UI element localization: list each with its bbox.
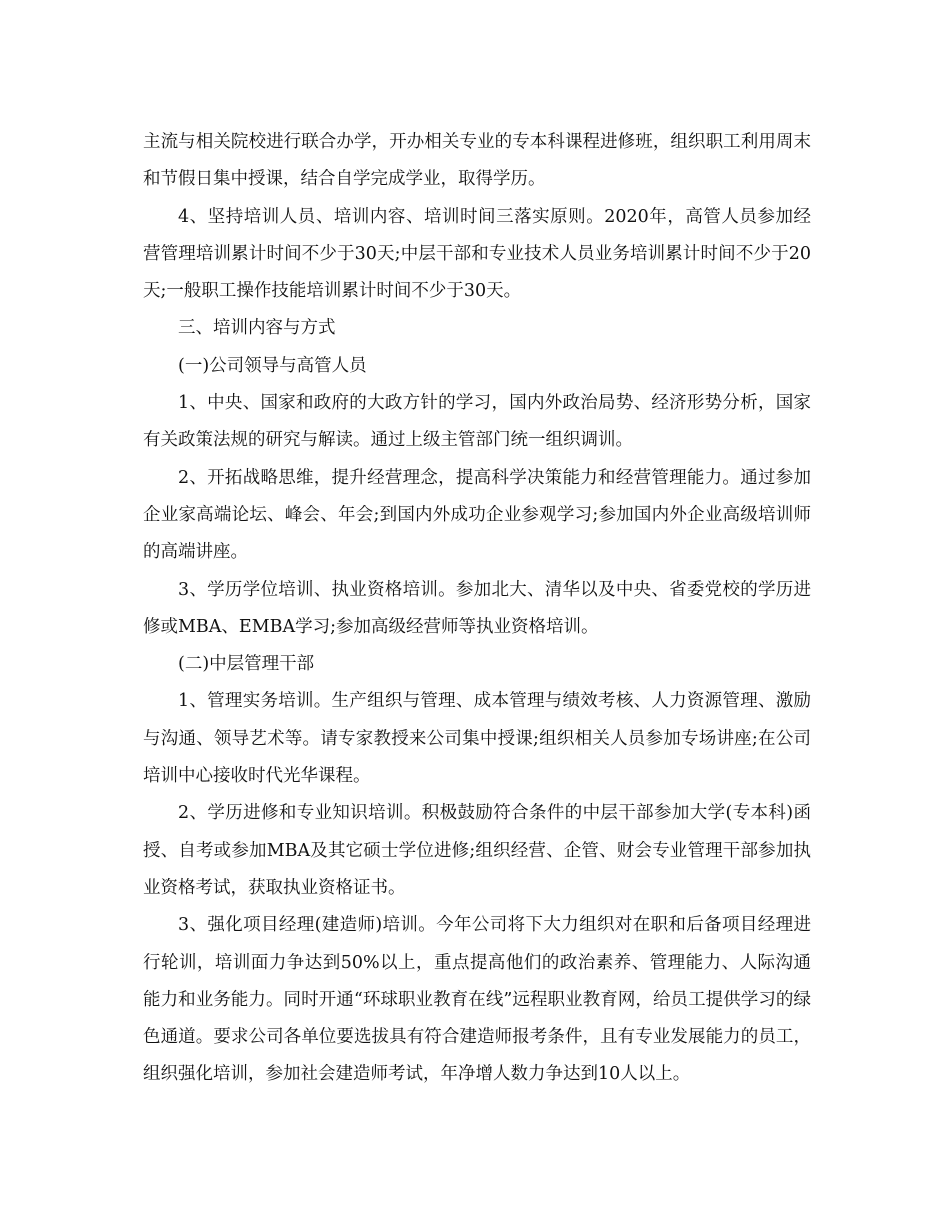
paragraph: 主流与相关院校进行联合办学，开办相关专业的专本科课程进修班，组织职工利用周末和节假日集中授课，结合自学完成学业，取得学历。 <box>143 132 811 190</box>
paragraph: 2、学历进修和专业知识培训。积极鼓励符合条件的中层干部参加大学(专本科)函授、自考或参加MBA及其它硕士学位进修;组织经营、企管、财会专业管理干部参加执业资格考试，获取执业资格证书。 <box>143 803 811 898</box>
paragraph: 2、开拓战略思维，提升经营理念，提高科学决策能力和经营管理能力。通过参加企业家高端论坛、峰会、年会;到国内外成功企业参观学习;参加国内外企业高级培训师的高端讲座。 <box>143 467 811 563</box>
subsection-heading: (二)中层管理干部 <box>178 654 315 675</box>
paragraph: 1、中央、国家和政府的大政方针的学习，国内外政治局势、经济形势分析，国家有关政策法规的研究与解读。通过上级主管部门统一组织调训。 <box>143 393 811 451</box>
paragraph: 4、坚持培训人员、培训内容、培训时间三落实原则。2020年，高管人员参加经营管理培训累计时间不少于30天;中层干部和专业技术人员业务培训累计时间不少于20天;一般职工操作技能培训累计时间不少于30天。 <box>143 206 811 302</box>
paragraph: 3、学历学位培训、执业资格培训。参加北大、清华以及中央、省委党校的学历进修或MBA、EMBA学习;参加高级经营师等执业资格培训。 <box>143 579 811 637</box>
section-heading: 三、培训内容与方式 <box>178 318 336 339</box>
subsection-heading: (一)公司领导与高管人员 <box>178 355 367 376</box>
document-body <box>143 124 811 1094</box>
paragraph: 1、管理实务培训。生产组织与管理、成本管理与绩效考核、人力资源管理、激励与沟通、领导艺术等。请专家教授来公司集中授课;组织相关人员参加专场讲座;在公司培训中心接收时代光华课程。 <box>143 691 811 787</box>
paragraph: 3、强化项目经理(建造师)培训。今年公司将下大力组织对在职和后备项目经理进行轮训，培训面力争达到50%以上，重点提高他们的政治素养、管理能力、人际沟通能力和业务能力。同时开通“环球职业教育在线”远程职业教育网，给员工提供学习的绿色通道。要求公司各单位要选拔具有符合建造师报考条件，且有专业发展能力的员工，组织强化培训，参加社会建造师考试，年净增人数力争达到10人以上。 <box>143 915 811 1085</box>
